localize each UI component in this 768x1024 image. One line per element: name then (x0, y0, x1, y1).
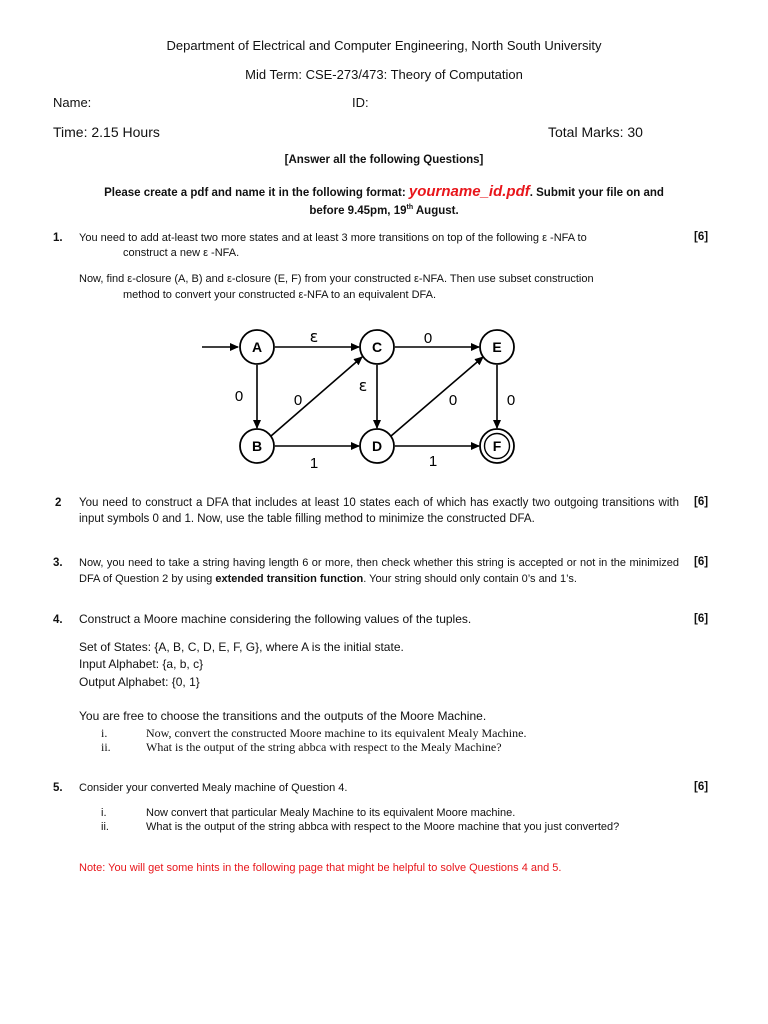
submission-line-2 (0, 204, 768, 217)
q5-sub2-text: What is the output of the string abbca with respect to the Moore machine that you just converted? (146, 821, 620, 833)
submission-line-1 (0, 183, 768, 200)
q2-marks: [6] (694, 496, 709, 508)
q5-sub2-number: ii. (101, 821, 109, 833)
q1-para2-line-1: Now, find ε-closure (A, B) and ε-closure (E, F) from your constructed ε-NFA. Then use subset construction (79, 273, 594, 285)
state-b-label: B (251, 438, 263, 454)
id-label: ID: (352, 95, 369, 110)
q1-marks: [6] (694, 231, 709, 243)
exam-time: Time: 2.15 Hours (53, 124, 160, 140)
q4-marks: [6] (694, 613, 709, 625)
hint-note: Note: You will get some hints in the following page that might be helpful to solve Questions 4 and 5. (79, 862, 562, 874)
q5-marks: [6] (694, 781, 709, 793)
label-b-c: 0 (293, 392, 303, 409)
submission-filename: yourname_id.pdf (408, 183, 530, 200)
label-e-f: 0 (506, 392, 516, 409)
q3-marks: [6] (694, 556, 709, 568)
q5-intro: Consider your converted Mealy machine of Question 4. (79, 782, 348, 794)
label-a-c: ε (309, 327, 319, 346)
deadline-month: August. (413, 204, 459, 217)
q2-text: You need to construct a DFA that includes at least 10 states each of which has exactly two outgoing transitions with input symbols 0 and 1. Now, use the table filling method to minimize the constructed DFA. (79, 497, 679, 525)
q3-text-bold: extended transition function (215, 573, 364, 585)
q3-number: 3. (53, 557, 63, 569)
deadline-sup: th (406, 204, 414, 211)
label-d-e: 0 (448, 392, 458, 409)
q5-sub1-number: i. (101, 807, 107, 819)
course-title: Mid Term: CSE-273/473: Theory of Computation (245, 67, 523, 82)
label-c-d: ε (358, 376, 368, 395)
state-e-label: E (492, 339, 502, 355)
q4-intro: Construct a Moore machine considering the following values of the tuples. (79, 612, 472, 626)
state-d-label: D (371, 438, 383, 454)
q1-line-1: You need to add at-least two more states and at least 3 more transitions on top of the following ε -NFA to (79, 232, 587, 244)
q5-number: 5. (53, 782, 63, 794)
q4-output-alphabet: Output Alphabet: {0, 1} (79, 675, 200, 689)
name-label: Name: (53, 95, 92, 110)
q4-sub2-number: ii. (101, 740, 111, 754)
deadline-text: before 9.45pm, 19 (309, 204, 407, 217)
edge-d-e (391, 357, 483, 436)
label-c-e: 0 (423, 330, 433, 347)
q3-text (79, 555, 679, 587)
state-e (480, 330, 514, 364)
label-b-d: 1 (309, 455, 319, 472)
label-d-f: 1 (428, 453, 438, 470)
state-d (360, 429, 394, 463)
state-b (240, 429, 274, 463)
q4-number: 4. (53, 614, 63, 626)
q4-sub1-number: i. (101, 726, 108, 740)
epsilon-nfa-diagram (190, 318, 530, 478)
q3-text-b: . Your string should only contain 0’s and 1’s. (363, 573, 577, 585)
q2-number: 2 (55, 497, 62, 509)
q5-sub1-text: Now convert that particular Mealy Machine to its equivalent Moore machine. (146, 807, 516, 819)
answer-all-instruction: [Answer all the following Questions] (284, 154, 484, 166)
submission-prefix: Please create a pdf and name it in the following format: (104, 187, 409, 199)
state-a (240, 330, 274, 364)
state-f-label: F (492, 438, 502, 454)
state-c (360, 330, 394, 364)
q1-number: 1. (53, 232, 63, 244)
edge-b-c (271, 357, 362, 436)
q4-sub2-text: What is the output of the string abbca with respect to the Mealy Machine? (146, 740, 502, 754)
submission-suffix: . Submit your file on and (529, 187, 664, 199)
q4-states: Set of States: {A, B, C, D, E, F, G}, where A is the initial state. (79, 640, 404, 654)
q4-input-alphabet: Input Alphabet: {a, b, c} (79, 657, 204, 671)
state-f-accepting (480, 429, 514, 463)
q3-text-a: Now, you need to take a string having length 6 or more, then check whether this string is accepted or not in the minimized DFA of Question 2 by using (79, 557, 679, 585)
q1-line-2: construct a new ε -NFA. (123, 247, 240, 259)
state-c-label: C (371, 339, 383, 355)
q1-para2-line-2: method to convert your constructed ε-NFA to an equivalent DFA. (123, 289, 437, 301)
label-a-b: 0 (234, 388, 244, 405)
q4-free-choice: You are free to choose the transitions and the outputs of the Moore Machine. (79, 709, 487, 723)
state-a-label: A (251, 339, 263, 355)
q4-sub1-text: Now, convert the constructed Moore machine to its equivalent Mealy Machine. (146, 726, 527, 740)
department-title: Department of Electrical and Computer Engineering, North South University (166, 38, 602, 53)
total-marks: Total Marks: 30 (548, 124, 643, 140)
